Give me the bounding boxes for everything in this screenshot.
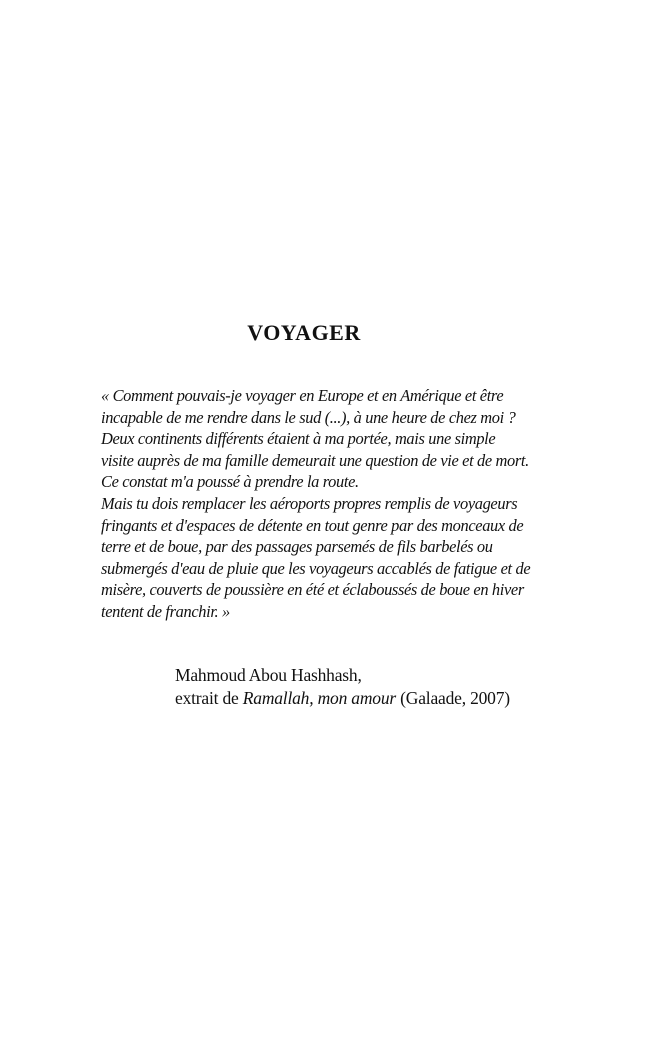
quote-line: Mais tu dois remplacer les aéroports propres remplis de voyageurs bbox=[101, 493, 518, 513]
source-suffix: (Galaade, 2007) bbox=[396, 688, 510, 708]
quote-line: incapable de me rendre dans le sud (...), à une heure de chez moi ? bbox=[101, 407, 516, 427]
quote-line: « Comment pouvais-je voyager en Europe et en Amérique et être bbox=[101, 386, 504, 405]
quote-line: terre et de boue, par des passages parsemés de fils barbelés ou bbox=[101, 537, 493, 557]
quote-line: Ce constat m'a poussé à prendre la route. bbox=[101, 472, 359, 492]
attribution bbox=[175, 664, 510, 710]
epigraph-quote bbox=[101, 385, 561, 623]
quote-line: submergés d'eau de pluie que les voyageurs accablés de fatigue et de bbox=[101, 558, 531, 578]
quote-line: fringants et d'espaces de détente en tout genre par des monceaux de bbox=[101, 515, 524, 535]
attribution-author: Mahmoud Abou Hashhash, bbox=[175, 665, 362, 685]
quote-line: visite auprès de ma famille demeurait une question de vie et de mort. bbox=[101, 450, 529, 470]
page-title bbox=[0, 320, 610, 346]
source-title: Ramallah, mon amour bbox=[242, 688, 396, 708]
source-prefix: extrait de bbox=[175, 688, 243, 708]
quote-line: misère, couverts de poussière en été et éclaboussés de boue en hiver bbox=[101, 580, 524, 600]
attribution-source bbox=[175, 687, 510, 710]
quote-line: tentent de franchir. » bbox=[101, 601, 230, 621]
title-text: VOYAGER bbox=[247, 320, 361, 345]
quote-line: Deux continents différents étaient à ma portée, mais une simple bbox=[101, 429, 496, 449]
